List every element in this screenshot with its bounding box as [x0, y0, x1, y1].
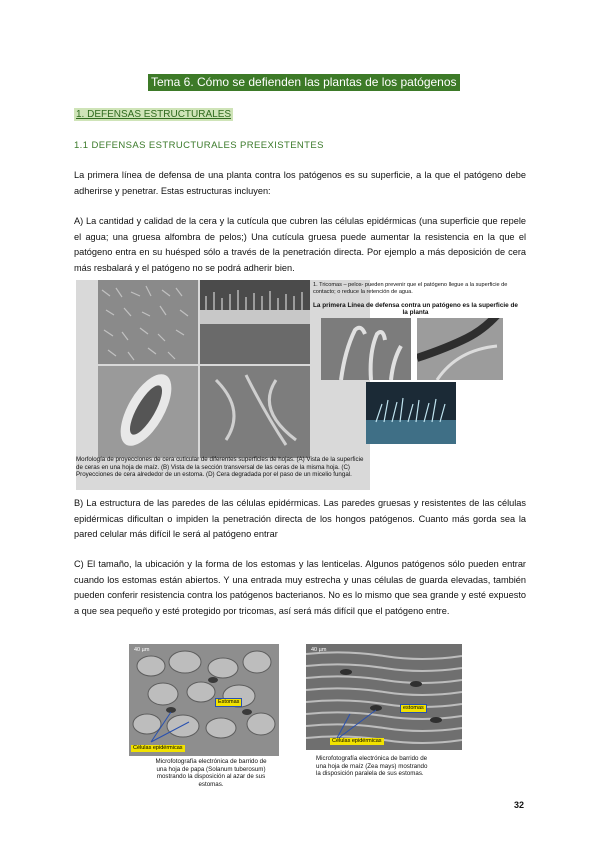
trichome-image-2 — [417, 318, 503, 380]
potato-sem-image — [129, 644, 279, 756]
maize-sem-image — [306, 644, 462, 750]
page-number: 32 — [513, 800, 524, 810]
trichome-image-3 — [366, 382, 456, 444]
trichome-image-1 — [321, 318, 411, 380]
paragraph-c: C) El tamaño, la ubicación y la forma de los estomas y las lenticelas. Algunos patógenos sólo pueden entrar cuando los estomas están abiertos. Y una entrada muy estrecha y unas células de guarda elevadas, también pueden conferir resistencia contra los patógenos bacterianos. No es lo mismo que sea grande y esté expuesto a que sea pequeño y esté protegido por tricomas, así será más difícil que el patógeno entre. — [74, 559, 526, 616]
figure3-caption: Microfotografía electrónica de barrido de una hoja de papa (Solanum tuberosum) mostrando la disposición al azar de sus estomas. — [155, 758, 267, 788]
paragraph-a: A) La cantidad y calidad de la cera y la cutícula que cubren las células epidérmicas (una superficie que repele el agua; una gruesa alfombra de pelos;) Una cutícula gruesa puede aumentar la resistencia en la que el patógeno entra en su huésped sólo a través de la penetración directa. Por ejemplo a más deposición de cera más resbalará y el patógeno no se podrá adherir bien. — [74, 216, 526, 273]
trichome-note: 1. Tricomas – pelos- pueden prevenir que el patógeno llegue a la superficie de contacto; o reduce la retención de agua. — [313, 282, 508, 295]
figure1-caption: Morfología de proyecciones de cera cuticular de diferentes superficies de hojas. (A) Vista de la superficie de ceras en una hoja de maíz. (B) Vista de la sección transversal de las ceras de la misma hoja. (C) Proyecciones de cera alrededor de un estoma. (D) Cera degradada por el paso de un micelio fungal. — [76, 456, 364, 479]
potato-estomas-label: Estomas — [215, 698, 242, 707]
figure4-caption: Microfotografía electrónica de barrido de una hoja de maíz (Zea mays) mostrando la disposición paralela de sus estomas. — [316, 755, 428, 778]
maize-scale-label: 40 µm — [311, 647, 327, 653]
subsection-heading: 1.1 DEFENSAS ESTRUCTURALES PREEXISTENTES — [74, 140, 324, 151]
paragraph-b: B) La estructura de las paredes de las células epidérmicas. Las paredes gruesas y resistentes de las células epidérmicas dificultan o impiden la penetración directa de los hongos patógenos. Cuanto más gorda sea la pared celular más difícil le será al patógeno entrar — [74, 498, 526, 540]
section-heading: 1. DEFENSAS ESTRUCTURALES — [76, 109, 232, 120]
potato-cells-label: Células epidérmicas — [133, 745, 183, 751]
figure-trichomes-header — [313, 282, 518, 316]
intro-paragraph: La primera línea de defensa de una planta contra los patógenos es su superficie, a la que el patógeno debe adherirse y penetrar. Estas estructuras incluyen: — [74, 170, 526, 196]
page-title: Tema 6. Cómo se defienden las plantas de los patógenos — [148, 74, 460, 91]
figure-potato-sem — [129, 644, 279, 756]
maize-cells-label: Células epidérmicas — [332, 738, 382, 744]
figure-maize-sem — [306, 644, 462, 750]
maize-estomas-label: estomas — [400, 704, 427, 713]
defense-heading: La primera Línea de defensa contra un patógeno es la superficie de la planta — [313, 301, 518, 317]
potato-scale-label: 40 µm — [134, 647, 150, 653]
